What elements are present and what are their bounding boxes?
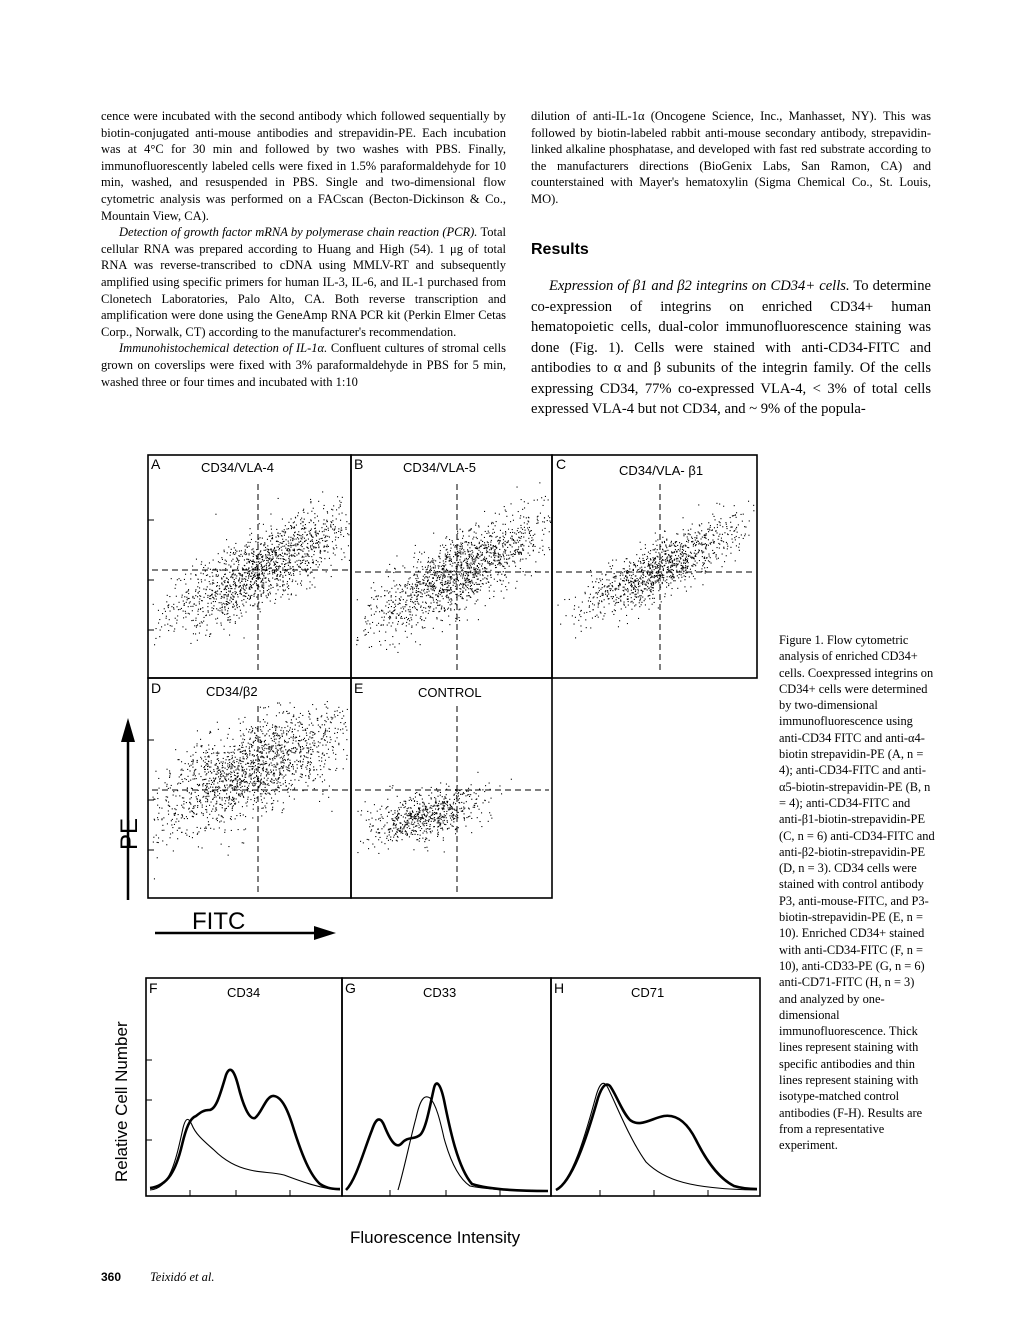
right-paragraph-2 (531, 276, 931, 420)
left-paragraph-1: cence were incubated with the second antibody which followed sequentially by biotin-conjugated anti-mouse antibodies and strepavidin-PE. Each incubation was at 4°C for 30 min and followed by two washes with PBS. Finally, immunofluorescently labeled cells were fixed in 1.5% paraformaldehyde for 10 min, washed, and resuspended in PBS. Single and two-dimensional flow cytometric analysis was performed on a FACscan (Becton-Dickinson & Co., Mountain View, CA). (101, 109, 506, 223)
left-paragraph-3 (101, 340, 506, 390)
panel-e-dots (357, 772, 512, 854)
panel-d-label: CD34/β2 (206, 684, 258, 699)
panel-f-frame (146, 978, 342, 1196)
fluorescence-intensity-label: Fluorescence Intensity (350, 1228, 521, 1247)
panel-h-frame (551, 978, 760, 1196)
left-paragraph-2 (101, 224, 506, 340)
panel-e-frame (351, 678, 552, 898)
panel-d-dots (153, 701, 348, 879)
panel-h-thick-curve (556, 1085, 757, 1191)
right-paragraph-1: dilution of anti-IL-1α (Oncogene Science, Inc., Manhasset, NY). This was followed by biotin-labeled rabbit anti-mouse secondary antibody, strepavidin-linked alkaline phosphatase, and developed with fast red substrate according to the manufacturers directions (BioGenix Labs, San Ramon, CA) and counterstained with Mayer's hematoxylin (Sigma Chemical Co., St. Louis, MO). (531, 109, 931, 206)
panel-b-frame (351, 455, 552, 678)
panel-h-letter: H (554, 980, 565, 996)
histogram-ticks (146, 520, 708, 1196)
panel-b-letter: B (354, 456, 364, 472)
page-number: 360 (101, 1270, 122, 1284)
pcr-subheading: Detection of growth factor mRNA by polymerase chain reaction (PCR). (119, 225, 478, 240)
dotplot-frames (146, 455, 760, 1196)
ihc-subheading: Immunohistochemical detection of IL-1α. (119, 341, 328, 356)
panel-g-thick-curve (346, 1084, 548, 1191)
panel-g-letter: G (345, 980, 356, 996)
panel-f-label: CD34 (227, 985, 261, 1000)
panel-e-label: CONTROL (418, 685, 482, 700)
pcr-body: Total cellular RNA was prepared according to Huang and High (54). 1 μg of total RNA was reverse-transcribed to cDNA using MMLV-RT and subsequently amplified using specific primers for human IL-3, IL-6, and IL-1 purchased from Clonetech Laboratories, Palo Alto, CA. Both reverse transcription and amplification were done using the GeneAmp RNA PCR kit (Perkin Elmer Cetas Corp., Norwalk, CT) according to the manufacturer's recommendation. (101, 225, 506, 339)
panel-d-letter: D (151, 680, 162, 696)
results-subheading: Expression of β1 and β2 integrins on CD34+ cells. (549, 278, 850, 295)
panel-c-dots (558, 501, 755, 639)
panel-b-dots (356, 482, 551, 653)
ihc-body: Confluent cultures of stromal cells grown on coverslips were fixed with 3% paraformaldehyde in PBS for 5 min, washed three or four times and incubated with 1:10 (101, 341, 506, 389)
fitc-axis-arrow (155, 926, 336, 940)
panel-a-label: CD34/VLA-4 (201, 460, 274, 475)
pe-axis-arrow (121, 718, 135, 900)
panel-a-dots (153, 491, 350, 645)
panel-c-label: CD34/VLA- β1 (619, 463, 704, 478)
relative-cell-number-label: Relative Cell Number (112, 1021, 131, 1182)
panel-b-label: CD34/VLA-5 (403, 460, 476, 475)
panel-h-label: CD71 (631, 985, 665, 1000)
running-head: Teixidó et al. (150, 1270, 215, 1284)
histograms (150, 1070, 757, 1191)
panel-e-letter: E (354, 680, 364, 696)
results-body: To determine co-expression of integrins on enriched CD34+ human hematopoietic cells, dual-color immunofluorescence staining was done (Fig. 1). Cells were stained with anti-CD34-FITC and antibodies to α and β subunits of the integrin family. Of the cells expressing CD34, 77% co-expressed VLA-4, < 3% of total cells expressed VLA-4 but not CD34, and ~ 9% of the popula- (531, 278, 931, 418)
pe-axis-label: PE (116, 817, 143, 850)
panel-a-frame (148, 455, 351, 678)
panel-h-thin-curve (556, 1083, 757, 1190)
panel-g-thin-curve (398, 1097, 548, 1191)
panel-d-frame (148, 678, 351, 898)
panel-f-thick-curve (150, 1070, 340, 1189)
right-column (531, 108, 931, 420)
panel-c-frame (552, 455, 757, 678)
results-heading: Results (531, 240, 589, 258)
panel-g-frame (342, 978, 551, 1196)
left-column (101, 108, 506, 390)
panel-f-letter: F (149, 980, 158, 996)
panel-a-letter: A (151, 456, 161, 472)
figure-caption: Figure 1. Flow cytometric analysis of enriched CD34+ cells. Coexpressed integrins on CD34+ cells were determined by two-dimensional immunofluorescence using anti-CD34 FITC and anti-α4-biotin strepavidin-PE (A, n = 4); anti-CD34-FITC and anti-α5-biotin-strepavidin-PE (B, n = 4); anti-CD34-FITC and anti-β1-biotin-strepavidin-PE (C, n = 6) anti-CD34-FITC and anti-β2-biotin-strepavidin-PE (D, n = 3). CD34 cells were stained with control antibody P3, anti-mouse-FITC, and P3-biotin-strepavidin-PE (E, n = 10). Enriched CD34+ stained with anti-CD34-FITC (F, n = 10), anti-CD33-PE (G, n = 6) anti-CD71-FITC (H, n = 3) and analyzed by one-dimensional immunofluorescence. Thick lines represent staining with specific antibodies and thin lines represent staining with isotype-matched control antibodies (F-H). Results are from a representative experiment. (779, 633, 935, 1153)
panel-c-letter: C (556, 456, 567, 472)
fitc-axis-label: FITC (192, 908, 246, 935)
panel-g-label: CD33 (423, 985, 457, 1000)
quadrant-lines (152, 484, 754, 892)
panel-f-thin-curve (150, 1119, 340, 1190)
